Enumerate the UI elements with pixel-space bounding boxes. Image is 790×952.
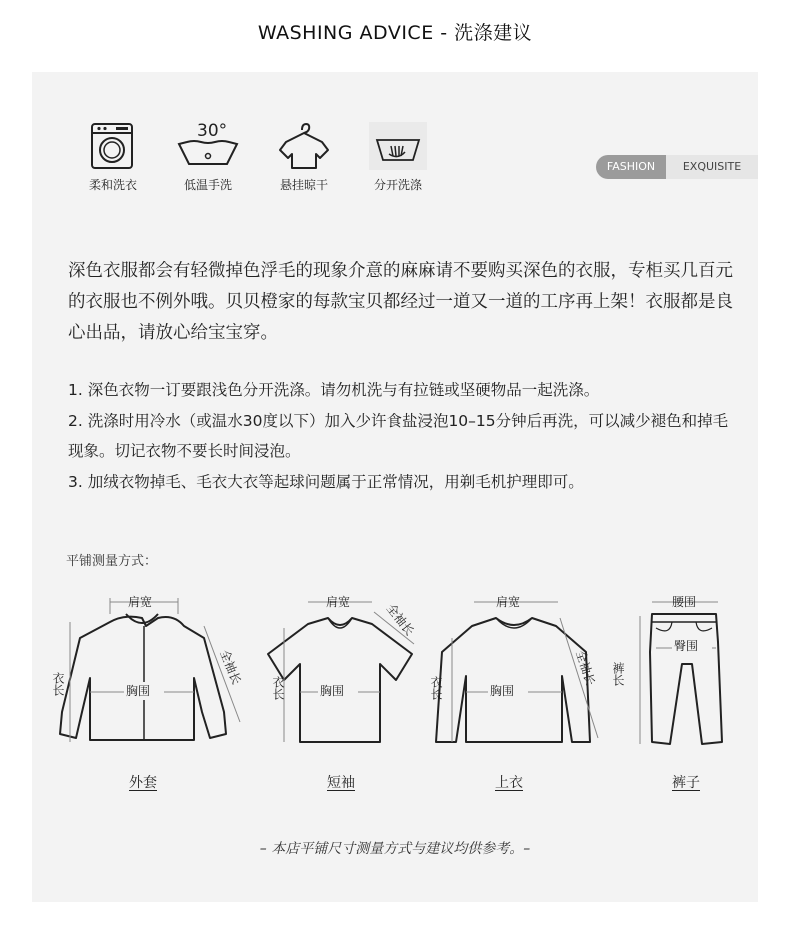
garment-top	[426, 592, 606, 762]
sleeve-label: 全袖长	[383, 601, 417, 639]
pants-length-label: 裤长	[611, 662, 625, 686]
note-item: 2. 洗涤时用冷水（或温水30度以下）加入少许食盐浸泡10–15分钟后再洗，可以减少褪色和掉毛现象。切记衣物不要长时间浸泡。	[68, 411, 729, 460]
caption-top: 上衣	[495, 775, 523, 791]
garment-jacket	[51, 592, 254, 762]
sleeve-label: 全袖长	[573, 648, 598, 688]
garment-tshirt	[262, 592, 422, 762]
length-label: 衣长	[271, 676, 285, 700]
hanger-shirt-icon	[272, 120, 336, 172]
sleeve-label: 全袖长	[217, 647, 244, 687]
washing-machine-icon	[88, 120, 138, 172]
separate-wash-tub-icon	[365, 120, 431, 172]
top-diagram	[426, 592, 606, 762]
care-label: 悬挂晾干	[279, 178, 328, 192]
tshirt-diagram	[262, 592, 422, 762]
caption-tshirt: 短袖	[327, 775, 355, 791]
chest-label: 胸围	[320, 684, 345, 698]
waist-label: 腰围	[672, 595, 697, 609]
care-item-hand-wash	[168, 120, 248, 193]
length-label: 衣长	[429, 676, 443, 700]
garment-pants	[612, 592, 722, 762]
jacket-diagram	[51, 592, 254, 762]
intro-paragraph: 深色衣服都会有轻微掉色浮毛的现象介意的麻麻请不要购买深色的衣服，专柜买几百元的衣服也不例外哦。贝贝橙家的每款宝贝都经过一道又一道的工序再上架！衣服都是良心出品，请放心给宝宝穿。	[68, 261, 733, 343]
hand-wash-tub-icon	[173, 120, 243, 172]
care-label: 低温手洗	[183, 178, 232, 192]
pants-diagram	[612, 592, 722, 762]
caption-jacket: 外套	[129, 775, 157, 791]
care-item-gentle-wash	[73, 120, 153, 193]
washing-notes	[68, 375, 734, 497]
page-title: WASHING ADVICE - 洗涤建议	[257, 22, 533, 44]
caption-pants: 裤子	[672, 775, 700, 791]
fashion-tag: FASHION	[596, 155, 666, 179]
temperature-text: 30°	[197, 121, 228, 141]
length-label: 衣长	[51, 672, 65, 696]
chest-label: 胸围	[126, 684, 151, 698]
content-panel	[32, 72, 758, 902]
measure-method-label: 平铺测量方式：	[66, 554, 158, 569]
care-label: 分开洗涤	[373, 178, 422, 192]
care-label: 柔和洗衣	[88, 178, 137, 192]
shoulder-label: 肩宽	[128, 595, 153, 609]
note-item: 3. 加绒衣物掉毛、毛衣大衣等起球问题属于正常情况，用剃毛机护理即可。	[68, 472, 584, 491]
hip-label: 臀围	[674, 639, 699, 653]
chest-label: 胸围	[490, 684, 515, 698]
footer-note: – 本店平铺尺寸测量方式与建议均供参考。–	[259, 841, 531, 857]
care-item-separate-wash	[358, 120, 438, 193]
exquisite-tag: EXQUISITE	[666, 155, 758, 179]
care-item-hang-dry	[264, 120, 344, 193]
shoulder-label: 肩宽	[496, 595, 521, 609]
shoulder-label: 肩宽	[326, 595, 351, 609]
style-tags	[596, 155, 758, 179]
note-item: 1. 深色衣物一订要跟浅色分开洗涤。请勿机洗与有拉链或坚硬物品一起洗涤。	[68, 381, 600, 399]
